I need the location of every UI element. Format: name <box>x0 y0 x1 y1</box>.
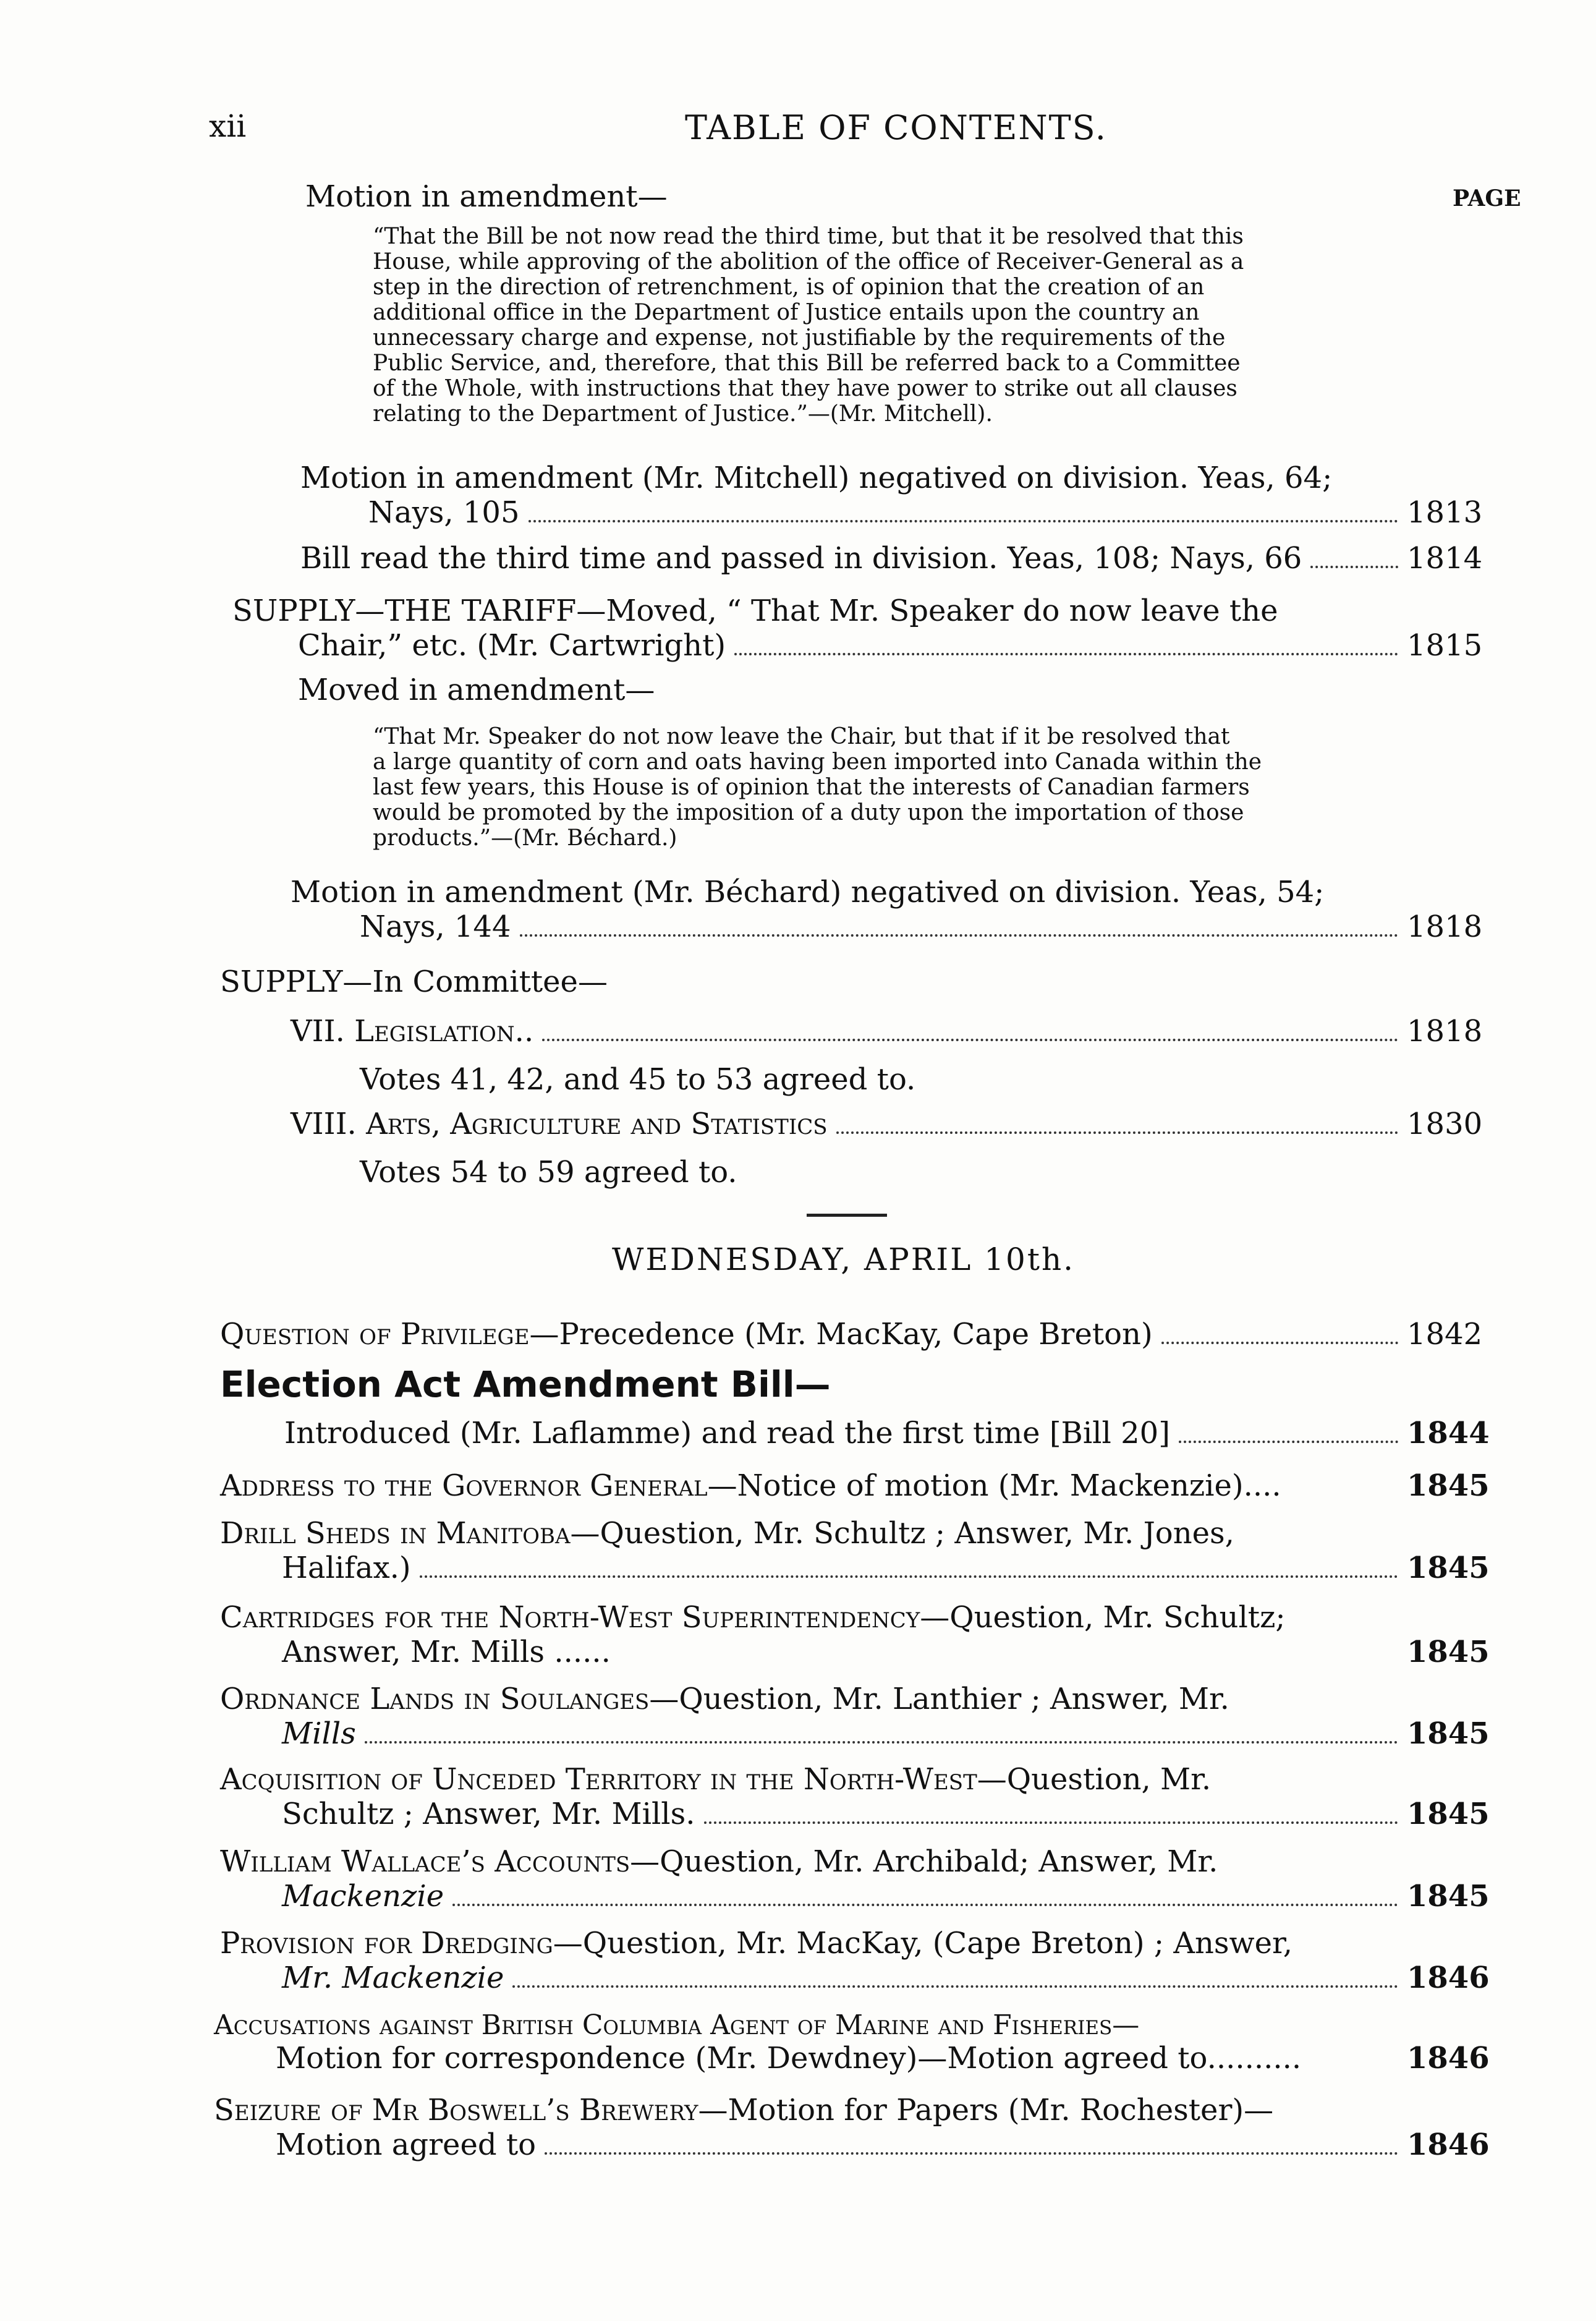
page-ref: 1845 <box>1407 1635 1490 1669</box>
page-ref: 1815 <box>1407 628 1483 663</box>
toc-entry-mitchell-negatived <box>300 461 1481 530</box>
entry-line: Nays, 105 <box>368 495 520 530</box>
page-ref: 1818 <box>1407 1014 1483 1049</box>
page-ref: 1846 <box>1407 2127 1490 2162</box>
quote-line: step in the direction of retrenchment, is of opinion that the creation of an <box>373 275 1205 300</box>
entry-line: —Question, Mr. Archibald; Answer, Mr. <box>630 1844 1218 1879</box>
entry-line: —Notice of motion (Mr. Mackenzie).... <box>707 1468 1281 1503</box>
entry-line: Mackenzie <box>282 1879 444 1914</box>
motion-in-amendment-lead: Motion in amendment— <box>305 179 668 214</box>
page-number: xii <box>209 108 247 144</box>
page-ref: 1845 <box>1407 1468 1490 1503</box>
moved-in-amendment-lead: Moved in amendment— <box>298 673 655 707</box>
entry-line: Motion in amendment (Mr. Béchard) negatived on division. Yeas, 54; <box>291 875 1325 909</box>
entry-line: —Question, Mr. Schultz; <box>920 1600 1286 1635</box>
entry-line: Bill read the third time and passed in division. Yeas, 108; Nays, 66 <box>300 541 1302 576</box>
entry-line: Mills <box>282 1716 356 1751</box>
entry-head: Cartridges for the North-West Superintendency <box>220 1600 920 1635</box>
page-ref: 1846 <box>1407 2041 1490 2076</box>
entry-head: Acquisition of Unceded Territory in the North-West <box>220 1762 977 1797</box>
page-ref: 1844 <box>1407 1416 1490 1450</box>
quote-line: additional office in the Department of Justice entails upon the country an <box>373 300 1200 325</box>
page-ref: 1845 <box>1407 1879 1490 1914</box>
entry-head: Ordnance Lands in Soulanges <box>220 1682 650 1716</box>
quote-line: products.”—(Mr. Béchard.) <box>373 825 677 851</box>
mitchell-amendment-quote <box>373 224 1424 427</box>
election-act-heading: Election Act Amendment Bill— <box>220 1363 831 1405</box>
toc-entry-ordnance-lands <box>220 1682 1490 1751</box>
entry-line: Introduced (Mr. Laflamme) and read the first time [Bill 20] <box>284 1416 1170 1450</box>
leader-dots <box>452 1904 1398 1906</box>
leader-dots <box>1161 1342 1398 1344</box>
leader-dots <box>528 520 1399 522</box>
leader-dots <box>704 1821 1398 1824</box>
page-ref: 1830 <box>1407 1107 1483 1141</box>
toc-entry-address <box>220 1468 1490 1503</box>
entry-line: Mr. Mackenzie <box>282 1961 504 1995</box>
page-ref: 1846 <box>1407 1961 1490 1995</box>
entry-line: —Precedence (Mr. MacKay, Cape Breton) <box>529 1317 1153 1352</box>
quote-line: “That the Bill be not now read the third time, but that it be resolved that this <box>373 224 1244 249</box>
leader-dots <box>420 1575 1398 1578</box>
entry-head: Accusations against British Columbia Agent of Marine and Fisheries— <box>214 2009 1140 2041</box>
page-ref: 1814 <box>1407 541 1483 576</box>
quote-line: Public Service, and, therefore, that this Bill be referred back to a Committee <box>373 351 1241 376</box>
toc-entry-wallace-accounts <box>220 1844 1490 1914</box>
entry-line: SUPPLY—THE TARIFF—Moved, “ That Mr. Speaker do now leave the <box>232 594 1278 628</box>
entry-line: VII. Legislation.. <box>291 1014 534 1049</box>
page-title: TABLE OF CONTENTS. <box>685 108 1107 147</box>
votes-agreed-line: Votes 41, 42, and 45 to 53 agreed to. <box>360 1062 916 1097</box>
quote-line: “That Mr. Speaker do not now leave the Chair, but that if it be resolved that <box>373 724 1230 749</box>
entry-line: —Question, Mr. <box>977 1762 1212 1797</box>
entry-head: William Wallace’s Accounts <box>220 1844 630 1879</box>
entry-line: Nays, 144 <box>360 909 511 944</box>
entry-line: Motion agreed to <box>276 2127 537 2162</box>
entry-line: VIII. Arts, Agriculture and Statistics <box>291 1107 828 1141</box>
toc-entry-supply-tariff <box>232 594 1481 663</box>
leader-dots <box>512 1985 1398 1988</box>
toc-entry-third-reading <box>300 541 1481 576</box>
page-ref: 1842 <box>1407 1317 1483 1352</box>
entry-line: —Question, Mr. MacKay, (Cape Breton) ; Answer, <box>553 1926 1293 1961</box>
quote-line: would be promoted by the imposition of a duty upon the importation of those <box>373 800 1244 825</box>
entry-line: Motion for correspondence (Mr. Dewdney)—Motion agreed to.......... <box>276 2041 1302 2076</box>
entry-line: Chair,” etc. (Mr. Cartwright) <box>298 628 726 663</box>
leader-dots <box>545 2152 1398 2155</box>
toc-entry-cartridges <box>220 1600 1490 1669</box>
quote-line: unnecessary charge and expense, not justifiable by the requirements of the <box>373 325 1226 351</box>
quote-line: last few years, this House is of opinion that the interests of Canadian farmers <box>373 775 1250 800</box>
toc-entry-privilege <box>220 1317 1481 1352</box>
entry-line: —Motion for Papers (Mr. Rochester)— <box>698 2093 1274 2127</box>
bechard-amendment-quote <box>373 724 1424 851</box>
entry-line: —Question, Mr. Lanthier ; Answer, Mr. <box>649 1682 1229 1716</box>
toc-entry-dredging <box>220 1926 1490 1995</box>
leader-dots <box>1310 566 1398 568</box>
entry-head: Drill Sheds in Manitoba <box>220 1516 571 1551</box>
page-ref: 1845 <box>1407 1716 1490 1751</box>
leader-dots <box>734 653 1398 655</box>
toc-entry-accusations <box>214 2009 1490 2076</box>
entry-line: Halifax.) <box>282 1551 411 1585</box>
date-heading: WEDNESDAY, APRIL 10th. <box>612 1241 1076 1277</box>
toc-entry-legislation <box>291 1014 1481 1049</box>
leader-dots <box>520 934 1399 937</box>
quote-line: relating to the Department of Justice.”—(Mr. Mitchell). <box>373 401 993 427</box>
quote-line: of the Whole, with instructions that they have power to strike out all clauses <box>373 376 1237 401</box>
leader-dots <box>542 1039 1398 1041</box>
quote-line: House, while approving of the abolition of the office of Receiver-General as a <box>373 249 1244 275</box>
page-ref: 1845 <box>1407 1551 1490 1585</box>
toc-entry-bechard-negatived <box>291 875 1481 944</box>
page-ref: 1818 <box>1407 909 1483 944</box>
entry-line: Answer, Mr. Mills ...... <box>282 1635 611 1669</box>
toc-entry-drill-sheds <box>220 1516 1490 1585</box>
toc-entry-boswell-brewery <box>214 2093 1490 2162</box>
supply-in-committee-heading: SUPPLY—In Committee— <box>220 965 608 999</box>
page-ref: 1845 <box>1407 1797 1490 1831</box>
votes-agreed-line: Votes 54 to 59 agreed to. <box>360 1155 737 1190</box>
leader-dots <box>365 1741 1398 1744</box>
entry-head: Address to the Governor General <box>220 1468 708 1503</box>
entry-line: Motion in amendment (Mr. Mitchell) negatived on division. Yeas, 64; <box>300 461 1333 495</box>
entry-head: Question of Privilege <box>220 1317 530 1352</box>
page-column-label: PAGE <box>1453 185 1521 211</box>
entry-head: Provision for Dredging <box>220 1926 553 1961</box>
leader-dots <box>1179 1441 1398 1443</box>
entry-line: Schultz ; Answer, Mr. Mills. <box>282 1797 695 1831</box>
leader-dots <box>836 1131 1398 1134</box>
toc-entry-unceded-territory <box>220 1762 1490 1831</box>
entry-line: —Question, Mr. Schultz ; Answer, Mr. Jones, <box>570 1516 1234 1551</box>
section-divider <box>807 1214 887 1217</box>
page-ref: 1813 <box>1407 495 1483 530</box>
toc-entry-arts-agriculture <box>291 1107 1481 1141</box>
quote-line: a large quantity of corn and oats having been imported into Canada within the <box>373 749 1262 775</box>
entry-head: Seizure of Mr Boswell’s Brewery <box>214 2093 698 2127</box>
toc-entry-election-act <box>284 1416 1490 1450</box>
